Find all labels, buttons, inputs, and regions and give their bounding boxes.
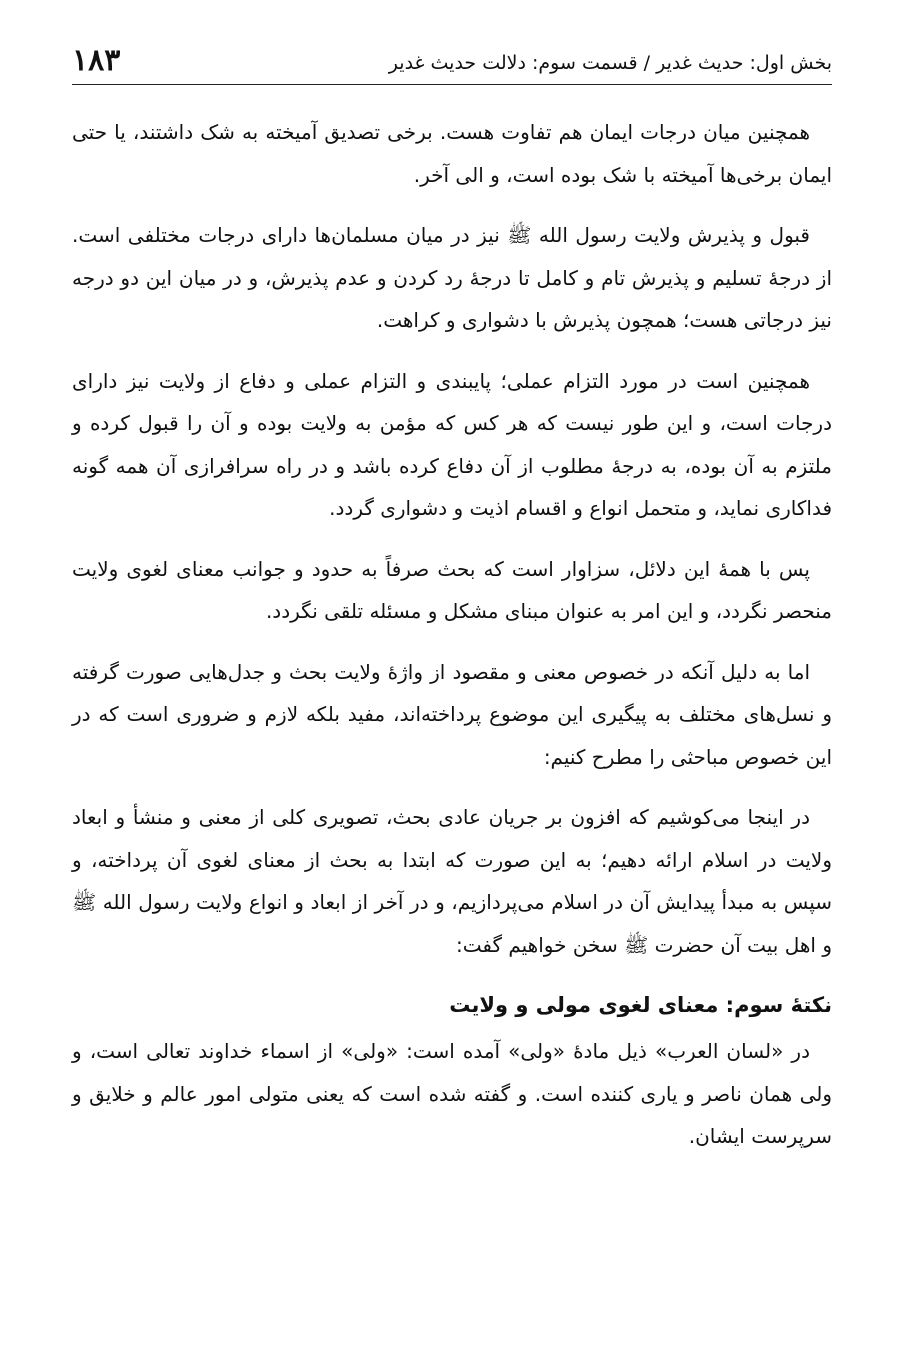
paragraph: قبول و پذیرش ولایت رسول الله ﷺ نیز در میان مسلمان‌ها دارای درجات مختلفی است. از درجهٔ تسلیم و پذیرش تام و کامل تا درجهٔ رد کردن و عدم پذیرش، و در میان این دو درجه نیز درجاتی هست؛ همچون پذیرش با دشواری و کراهت. xyxy=(72,223,832,332)
paragraph: اما به دلیل آنکه در خصوص معنی و مقصود از واژهٔ ولایت بحث و جدل‌هایی صورت گرفته و نسل‌های مختلف به پیگیری این موضوع پرداخته‌اند، مفید بلکه لازم و ضروری است که در این خصوص مباحثی را مطرح کنیم: xyxy=(72,659,832,769)
book-page xyxy=(72,28,832,1176)
paragraph: همچنین میان درجات ایمان هم تفاوت هست. برخی تصدیق آمیخته به شک داشتند، یا حتی ایمان برخی‌ها آمیخته با شک بوده است، و الی آخر. xyxy=(72,120,832,187)
paragraph: در «لسان العرب» ذیل مادهٔ «ولی» آمده است: «ولی» از اسماء خداوند تعالی است، و ولی همان ناصر و یاری کننده است. و گفته شده است که یعنی متولی امور عالم و خلایق و سرپرست ایشان. xyxy=(72,1039,832,1148)
paragraph: در اینجا می‌کوشیم که افزون بر جریان عادی بحث، تصویری کلی از معنی و منشأ و ابعاد ولایت در اسلام ارائه دهیم؛ به این صورت که ابتدا به بحث از معنای لغوی آن پرداخته، و سپس به مبدأ پیدایش آن در اسلام می‌پردازیم، و در آخر از ابعاد و انواع ولایت رسول الله ﷺ و اهل بیت آن حضرت ﷺ سخن خواهیم گفت: xyxy=(72,805,832,957)
body-text xyxy=(72,111,832,1158)
running-header-title: بخش اول: حدیث غدیر / قسمت سوم: دلالت حدیث غدیر xyxy=(388,52,832,74)
page-number: ۱۸۳ xyxy=(72,43,121,78)
paragraph: همچنین است در مورد التزام عملی؛ پایبندی و التزام عملی و دفاع از ولایت نیز دارای درجات است، و این طور نیست که هر کس که مؤمن به ولایت بوده و آن را قبول کرده و ملتزم به آن بوده، به درجهٔ مطلوب از آن دفاع کرده باشد و در راه سرافرازی آن همه گونه فداکاری نماید، و متحمل انواع و اقسام اذیت و دشواری گردد. xyxy=(72,368,832,520)
running-header xyxy=(72,28,832,85)
section-heading: نکتهٔ سوم: معنای لغوی مولی و ولایت xyxy=(449,993,832,1017)
paragraph: پس با همهٔ این دلائل، سزاوار است که بحث صرفاً به حدود و جوانب معنای لغوی ولایت منحصر نگردد، و این امر به عنوان مبنای مشکل و مسئله تلقی نگردد. xyxy=(72,556,832,623)
